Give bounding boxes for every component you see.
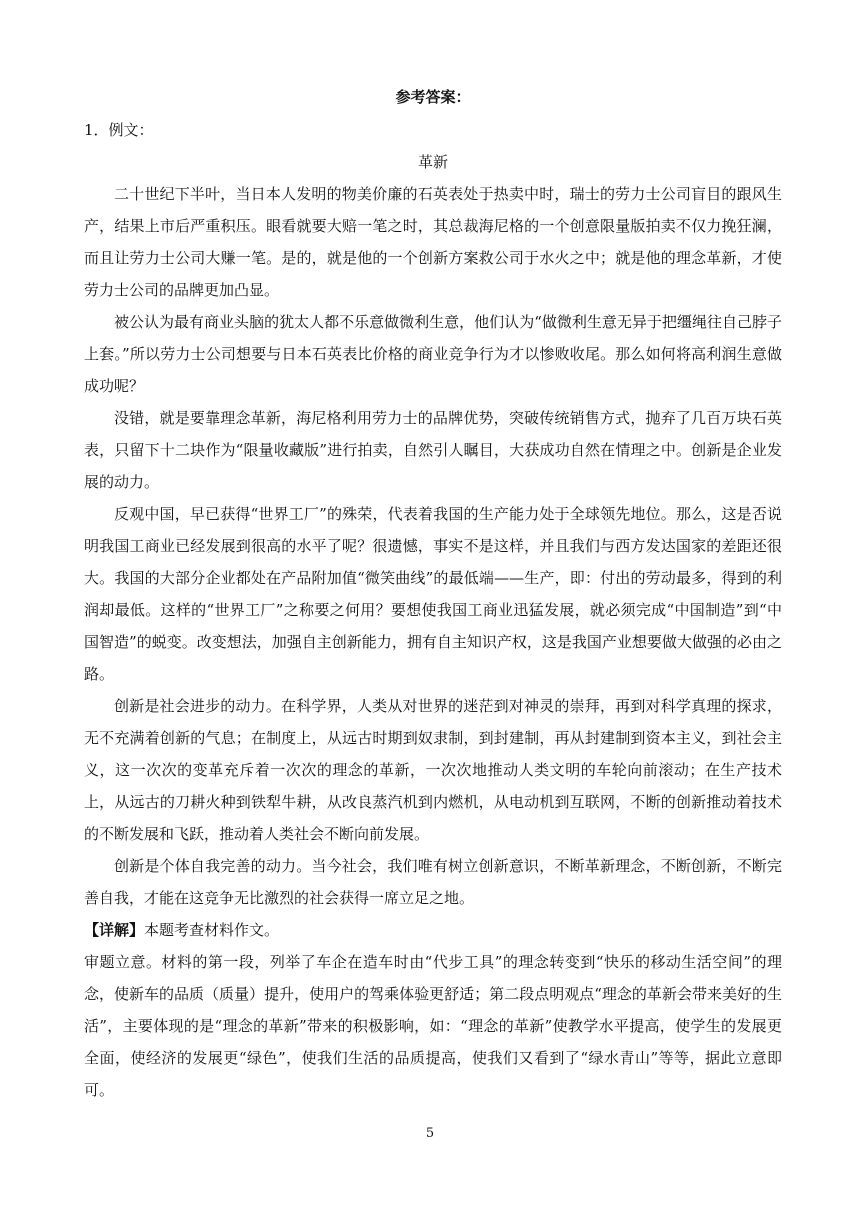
- detail-text: 本题考查材料作文。: [144, 921, 280, 939]
- detail-label: 【详解】: [84, 921, 145, 939]
- document-content: [84, 84, 782, 1106]
- answer-heading: 参考答案：: [395, 88, 471, 106]
- question-label: 1．例文：: [84, 121, 154, 139]
- essay-paragraph-5: 创新是社会进步的动力。在科学界，人类从对世界的迷茫到对神灵的崇拜，再到对科学真理的探求，无不充满着创新的气息；在制度上，从远古时期到奴隶制，到封建制，再从封建制到资本主义，到社会主义，这一次次的变革充斥着一次次的理念的革新，一次次地推动人类文明的车轮向前滚动；在生产技术上，从远古的刀耕火种到铁犁牛耕，从改良蒸汽机到内燃机，从电动机到互联网，不断的创新推动着技术的不断发展和飞跃，推动着人类社会不断向前发展。: [84, 697, 782, 843]
- detail-line: [84, 914, 782, 946]
- essay-paragraph-1: 二十世纪下半叶，当日本人发明的物美价廉的石英表处于热卖中时，瑞士的劳力士公司盲目的跟风生产，结果上市后严重积压。眼看就要大赔一笔之时，其总裁海尼格的一个创意限量版拍卖不仅力挽狂澜，而且让劳力士公司大赚一笔。是的，就是他的一个创新方案救公司于水火之中；就是他的理念革新，才使劳力士公司的品牌更加凸显。: [84, 185, 782, 299]
- essay-title: 革新: [417, 153, 448, 171]
- essay-paragraph-2: 被公认为最有商业头脑的犹太人都不乐意做微利生意，他们认为“做微利生意无异于把缰绳往自己脖子上套。”所以劳力士公司想要与日本石英表比价格的商业竞争行为才以惨败收尾。那么如何将高利润生意做成功呢？: [84, 313, 782, 395]
- page-number: 5: [425, 1126, 435, 1141]
- essay-paragraph-6: 创新是个体自我完善的动力。当今社会，我们唯有树立创新意识，不断革新理念，不断创新，不断完善自我，才能在这竞争无比激烈的社会获得一席立足之地。: [84, 857, 782, 907]
- essay-paragraph-4: 反观中国，早已获得“世界工厂”的殊荣，代表着我国的生产能力处于全球领先地位。那么，这是否说明我国工商业已经发展到很高的水平了呢？很遗憾，事实不是这样，并且我们与西方发达国家的差距还很大。我国的大部分企业都处在产品附加值“微笑曲线”的最低端——生产，即：付出的劳动最多，得到的利润却最低。这样的“世界工厂”之称要之何用？要想使我国工商业迅猛发展，就必须完成“中国制造”到“中国智造”的蜕变。改变想法，加强自主创新能力，拥有自主知识产权，这是我国产业想要做大做强的必由之路。: [84, 505, 782, 683]
- essay-paragraph-3: 没错，就是要靠理念革新，海尼格利用劳力士的品牌优势，突破传统销售方式，抛弃了几百万块石英表，只留下十二块作为“限量收藏版”进行拍卖，自然引人瞩目，大获成功自然在情理之中。创新是企业发展的动力。: [84, 409, 782, 491]
- analysis-paragraph: 审题立意。材料的第一段，列举了车企在造车时由“代步工具”的理念转变到“快乐的移动生活空间”的理念，使新车的品质（质量）提升，使用户的驾乘体验更舒适；第二段点明观点“理念的革新会带来美好的生活”，主要体现的是“理念的革新”带来的积极影响，如：“理念的革新”使教学水平提高，使学生的发展更全面，使经济的发展更“绿色”，使我们生活的品质提高，使我们又看到了“绿水青山”等等，据此立意即可。: [84, 953, 782, 1099]
